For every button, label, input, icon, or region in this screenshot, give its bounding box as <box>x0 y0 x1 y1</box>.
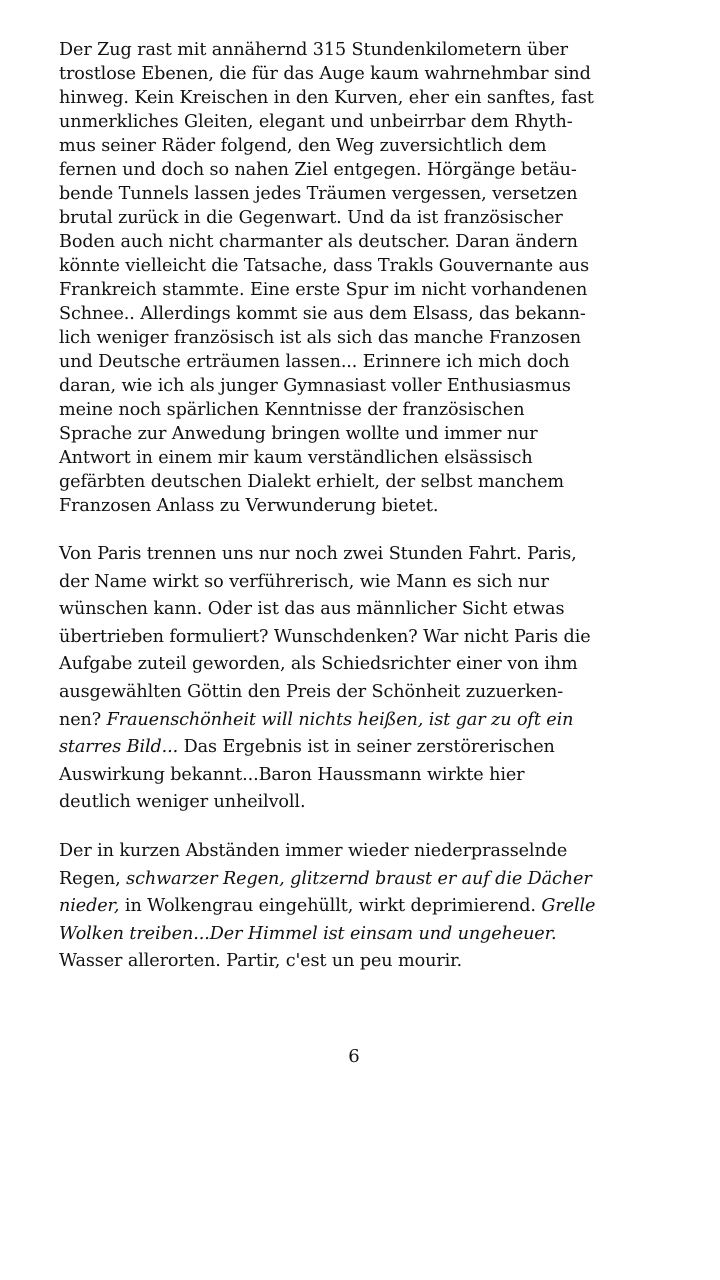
text-run: meine noch spärlichen Kenntnisse der französischen <box>59 400 525 420</box>
italic-quote: Grelle <box>541 896 596 917</box>
italic-quote: Wolken treiben...Der Himmel ist einsam und ungeheuer. <box>59 923 557 944</box>
text-line <box>59 62 669 86</box>
text-line <box>59 230 669 254</box>
text-line <box>59 470 669 494</box>
text-line <box>59 398 669 422</box>
text-line <box>59 624 669 652</box>
text-run: Wasser allerorten. Partir, c'est un peu mourir. <box>59 951 463 972</box>
text-line <box>59 278 669 302</box>
text-run: trostlose Ebenen, die für das Auge kaum wahrnehmbar sind <box>59 64 591 84</box>
text-line <box>59 789 669 817</box>
text-line <box>59 110 669 134</box>
text-line <box>59 762 669 790</box>
text-run: übertrieben formuliert? Wunschdenken? War nicht Paris die <box>59 626 591 647</box>
text-run: könnte vielleicht die Tatsache, dass Trakls Gouvernante aus <box>59 256 590 276</box>
text-run: Der Zug rast mit annähernd 315 Stundenkilometern über <box>59 40 568 60</box>
page-number: 6 <box>348 1046 360 1067</box>
paragraph <box>59 541 669 817</box>
text-line <box>59 326 669 350</box>
text-run: nen? <box>59 709 107 730</box>
text-line <box>59 206 669 230</box>
text-line <box>59 541 669 569</box>
text-line <box>59 86 669 110</box>
italic-quote: nieder, <box>59 896 120 917</box>
text-line <box>59 948 669 976</box>
italic-quote: schwarzer Regen, glitzernd braust er auf die Dächer <box>126 868 592 889</box>
text-line <box>59 446 669 470</box>
text-run: hinweg. Kein Kreischen in den Kurven, eher ein sanftes, fast <box>59 88 594 108</box>
text-run: Von Paris trennen uns nur noch zwei Stunden Fahrt. Paris, <box>59 544 577 564</box>
text-run: unmerkliches Gleiten, elegant und unbeirrbar dem Rhyth- <box>59 112 573 132</box>
text-line <box>59 651 669 679</box>
text-run: lich weniger französisch ist als sich das manche Franzosen <box>59 328 582 348</box>
text-line <box>59 38 669 62</box>
text-run: Aufgabe zuteil geworden, als Schiedsrichter einer von ihm <box>59 654 578 675</box>
text-line <box>59 158 669 182</box>
text-line <box>59 350 669 374</box>
text-run: wünschen kann. Oder ist das aus männlicher Sicht etwas <box>59 599 565 620</box>
paragraph <box>59 38 669 518</box>
text-run: Antwort in einem mir kaum verständlichen elsässisch <box>59 448 533 468</box>
text-run: in Wolkengrau eingehüllt, wirkt deprimierend. <box>119 896 542 917</box>
text-run: deutlich weniger unheilvoll. <box>59 792 306 813</box>
text-run: bende Tunnels lassen jedes Träumen vergessen, versetzen <box>59 184 578 204</box>
text-run: daran, wie ich als junger Gymnasiast voller Enthusiasmus <box>59 376 571 396</box>
text-run: gefärbten deutschen Dialekt erhielt, der selbst manchem <box>59 472 565 492</box>
text-line <box>59 494 669 518</box>
paragraph <box>59 838 669 976</box>
text-run: Das Ergebnis ist in seiner zerstörerischen <box>178 737 555 758</box>
text-line <box>59 838 669 866</box>
text-line <box>59 569 669 597</box>
text-line <box>59 866 669 894</box>
text-run: fernen und doch so nahen Ziel entgegen. Hörgänge betäu- <box>59 160 577 180</box>
italic-quote: starres Bild... <box>59 737 179 758</box>
text-run: Regen, <box>59 868 127 889</box>
text-run: Franzosen Anlass zu Verwunderung bietet. <box>59 496 439 516</box>
text-line <box>59 254 669 278</box>
text-run: Schnee.. Allerdings kommt sie aus dem Elsass, das bekann- <box>59 304 586 324</box>
text-line <box>59 374 669 398</box>
text-run: mus seiner Räder folgend, den Weg zuversichtlich dem <box>59 136 547 156</box>
text-line <box>59 596 669 624</box>
text-run: der Name wirkt so verführerisch, wie Mann es sich nur <box>59 571 549 592</box>
text-run: Frankreich stammte. Eine erste Spur im nicht vorhandenen <box>59 280 588 300</box>
text-run: Sprache zur Anwedung bringen wollte und immer nur <box>59 424 538 444</box>
text-run: Auswirkung bekannt...Baron Haussmann wirkte hier <box>59 764 525 785</box>
text-line <box>59 679 669 707</box>
text-line <box>59 182 669 206</box>
text-run: ausgewählten Göttin den Preis der Schönheit zuzuerken- <box>59 681 564 702</box>
italic-quote: Frauenschönheit will nichts heißen, ist gar zu oft ein <box>106 709 574 730</box>
text-line <box>59 302 669 326</box>
text-run: brutal zurück in die Gegenwart. Und da ist französischer <box>59 208 563 228</box>
text-line <box>59 734 669 762</box>
text-run: Der in kurzen Abständen immer wieder niederprasselnde <box>59 841 568 861</box>
text-line <box>59 422 669 446</box>
text-line <box>59 707 669 735</box>
text-line <box>59 134 669 158</box>
text-run: und Deutsche erträumen lassen... Erinnere ich mich doch <box>59 352 570 372</box>
text-line <box>59 893 669 921</box>
text-run: Boden auch nicht charmanter als deutscher. Daran ändern <box>59 232 578 252</box>
text-line <box>59 921 669 949</box>
